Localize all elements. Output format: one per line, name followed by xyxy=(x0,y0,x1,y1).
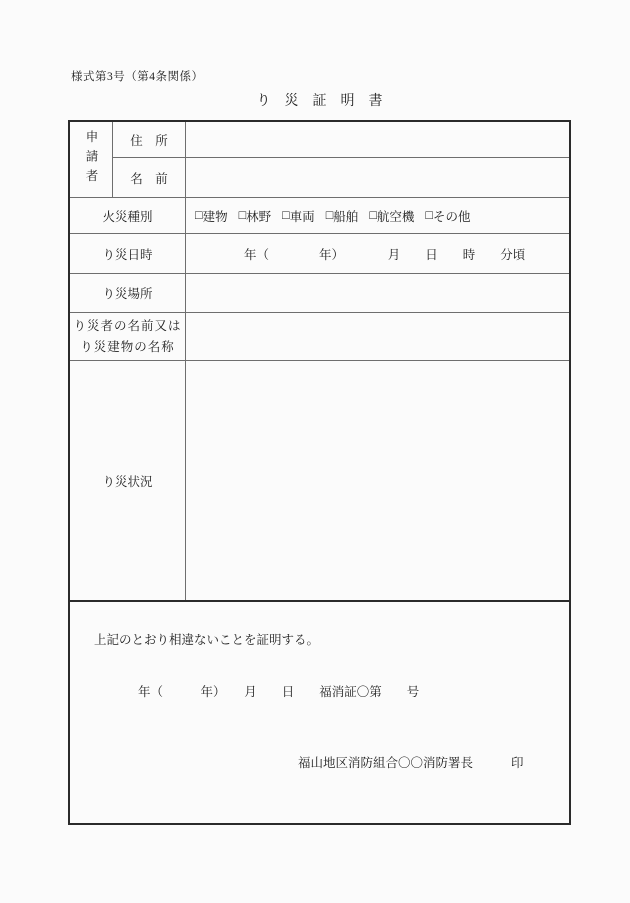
applicant-sublabel-column xyxy=(113,122,186,197)
option-label: 林野 xyxy=(246,209,272,224)
disaster-datetime-row xyxy=(70,234,569,274)
address-label: 住 所 xyxy=(113,122,185,158)
checkbox-icon: □ xyxy=(325,208,334,222)
fire-type-option-forest xyxy=(239,207,272,225)
applicant-section xyxy=(70,122,569,198)
victim-name-label-line2: り災建物の名称 xyxy=(80,339,175,354)
option-label: その他 xyxy=(432,209,471,224)
fire-type-options xyxy=(186,198,569,233)
option-label: 船舶 xyxy=(333,209,359,224)
name-label: 名 前 xyxy=(130,171,168,186)
document-title: り 災 証 明 書 xyxy=(256,94,383,109)
name-value-cell xyxy=(186,158,569,197)
disaster-situation-label: り災状況 xyxy=(70,361,186,600)
disaster-situation-value-cell xyxy=(186,361,569,600)
option-label: 建物 xyxy=(202,209,228,224)
disaster-situation-row xyxy=(70,361,569,602)
certification-date-line: 年（ 年） 月 日 福消証〇第 号 xyxy=(138,685,420,699)
disaster-datetime-label: り災日時 xyxy=(70,234,186,273)
fire-type-label: 火災種別 xyxy=(70,198,186,233)
certification-statement: 上記のとおり相違ないことを証明する。 xyxy=(94,633,320,647)
seal-mark: 印 xyxy=(511,756,524,770)
disaster-place-label: り災場所 xyxy=(70,274,186,312)
checkbox-icon: □ xyxy=(369,208,377,222)
disaster-place-row xyxy=(70,274,569,313)
fire-type-option-building xyxy=(195,207,228,225)
disaster-datetime-value: 年（ 年） 月 日 時 分頃 xyxy=(244,247,526,262)
option-label: 車両 xyxy=(289,209,315,224)
fire-type-option-aircraft xyxy=(369,207,414,225)
certification-signer-line xyxy=(298,753,524,771)
victim-name-label xyxy=(70,313,186,360)
applicant-group-label: 申請者 xyxy=(70,122,113,197)
certification-section xyxy=(70,602,569,823)
checkbox-icon: □ xyxy=(425,208,433,222)
victim-name-label-line1: り災者の名前又は xyxy=(73,318,182,333)
checkbox-icon: □ xyxy=(282,208,290,222)
victim-name-row xyxy=(70,313,569,361)
fire-type-option-vessel xyxy=(326,207,359,225)
signer-title: 福山地区消防組合〇〇消防署長 xyxy=(298,756,474,770)
address-value-cell xyxy=(186,122,569,158)
checkbox-icon: □ xyxy=(195,208,203,222)
fire-type-option-other xyxy=(425,207,470,225)
form-number: 様式第3号（第4条関係） xyxy=(71,71,204,83)
checkbox-icon: □ xyxy=(238,208,247,222)
option-label: 航空機 xyxy=(376,209,415,224)
applicant-value-column xyxy=(186,122,569,197)
victim-name-value-cell xyxy=(186,313,569,360)
disaster-place-value-cell xyxy=(186,274,569,312)
application-form-table xyxy=(68,120,571,825)
fire-type-row xyxy=(70,198,569,234)
fire-type-option-vehicle xyxy=(282,207,315,225)
